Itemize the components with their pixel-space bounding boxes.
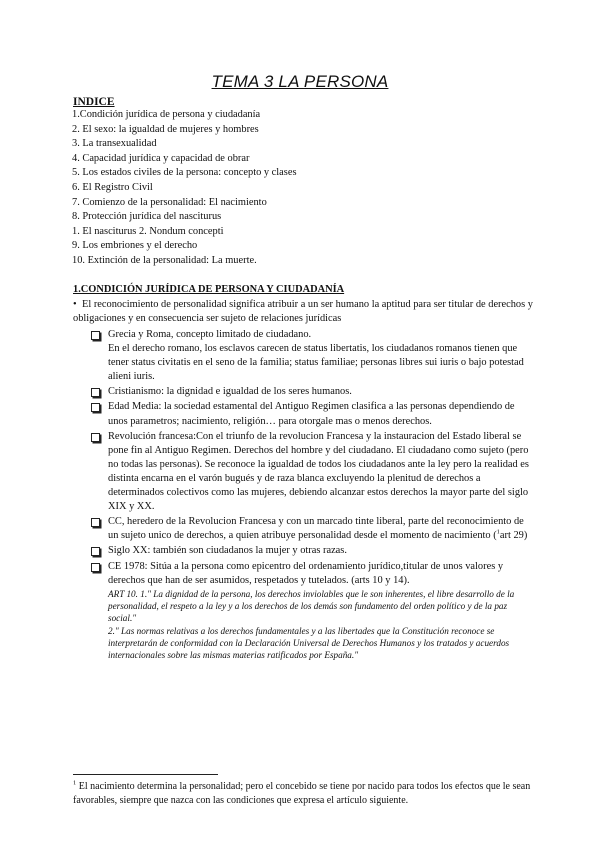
article-quote-2: 2." Las normas relativas a los derechos fundamentales y a las libertades que la Constitución reconoce se interpretarán de conformidad con la Declaración Universal de Derechos Humanos y los tratados y acuerdos internacionales sobre las mismas materias ratificados por España." [108, 625, 510, 661]
index-item: 7. Comienzo de la personalidad: El nacimiento [72, 196, 267, 208]
list-item [88, 400, 536, 428]
list-item [88, 544, 536, 558]
checkbox-bullet-icon [91, 518, 100, 527]
list-item-text: Edad Media: la sociedad estamental del Antiguo Regimen clasifica a las personas dependiendo de unos parametros; nacimiento, religión… para otorgale mas o menos derechos. [108, 401, 515, 427]
list-item-detail: En el derecho romano, los esclavos carecen de status libertatis, los ciudadanos romanos tienen que tener status civitatis en el seno de la familia; status familiae; personas libres sui iuris o bajo potestad alieni iuris. [108, 343, 524, 383]
index-item: 4. Capacidad jurídica y capacidad de obrar [72, 152, 250, 164]
checkbox-bullet-icon [91, 547, 100, 556]
list-item [88, 328, 536, 384]
list-item-text: CE 1978: Sitúa a la persona como epicentro del ordenamiento jurídico,titular de unos valores y derechos que han de ser asumidos, respetados y tutelados. (arts 10 y 14). [108, 560, 504, 586]
footnote-mark: 1 [73, 779, 77, 787]
checkbox-bullet-list [88, 328, 536, 662]
index-list [72, 108, 297, 269]
index-item: 1. El nasciturus 2. Nondum concepti [72, 225, 224, 237]
article-quote-1: ART 10. 1." La dignidad de la persona, los derechos inviolables que le son inherentes, el libre desarrollo de la personalidad, el respeto a la ley y a los derechos de los demás son fundamento del orden político y de la paz social." [108, 588, 515, 624]
index-heading: INDICE [73, 96, 115, 108]
list-item [88, 385, 536, 399]
document-title: TEMA 3 LA PERSONA [211, 72, 389, 91]
footnote-divider [73, 774, 218, 775]
list-item [88, 515, 536, 543]
list-item-tail: art 29) [499, 530, 528, 542]
index-item: 9. Los embriones y el derecho [72, 240, 198, 252]
footnote [73, 780, 533, 808]
list-item-text: Cristianismo: la dignidad e igualdad de los seres humanos. [108, 386, 352, 398]
list-item-text: Grecia y Roma, concepto limitado de ciudadano. [108, 329, 312, 340]
list-item [88, 430, 536, 515]
list-item-main: CC, heredero de la Revolucion Francesa y con un marcado tinte liberal, parte del reconocimiento de un sujeto unico de derechos, a quien atribuye personalidad desde el momento de nacimiento ( [108, 516, 524, 542]
checkbox-bullet-icon [91, 331, 100, 340]
intro-paragraph [73, 298, 533, 326]
index-item: 2. El sexo: la igualdad de mujeres y hombres [72, 123, 259, 135]
checkbox-bullet-icon [91, 403, 100, 412]
list-item-text [108, 515, 536, 543]
bullet-icon: • [73, 299, 77, 310]
checkbox-bullet-icon [91, 563, 100, 572]
index-item: 8. Protección jurídica del nasciturus [72, 211, 222, 223]
index-item: 10. Extinción de la personalidad: La muerte. [72, 254, 257, 266]
list-item [88, 560, 536, 662]
index-item: 1.Condición jurídica de persona y ciudadanía [72, 109, 261, 120]
list-item-text: Revolución francesa:Con el triunfo de la revolucion Francesa y la instauracion del Estado liberal se pone fin al Antiguo Regimen. Derechos del hombre y del ciudadano. El ciudadano como sujeto (pero no todas las personas). Se reconoce la igualdad de todos los ciudadanos ante la ley pero la realidad es distinta encarna en el varón bugués y de raza blanca excluyendo la plenitud de derechos a determinados colectivos como las mujeres, debiendo alcanzar estos derechos la mayor parte del siglo XIX y XX. [108, 430, 529, 513]
index-item: 5. Los estados civiles de la persona: concepto y clases [72, 167, 297, 179]
index-item: 3. La transexualidad [72, 138, 157, 150]
index-item: 6. El Registro Civil [72, 181, 153, 193]
list-item-text: Siglo XX: también son ciudadanos la mujer y otras razas. [108, 545, 347, 557]
checkbox-bullet-icon [91, 433, 100, 442]
intro-text: El reconocimiento de personalidad significa atribuir a un ser humano la aptitud para ser titular de derechos y obligaciones y en consecuencia ser sujeto de relaciones jurídicas [73, 299, 533, 324]
checkbox-bullet-icon [91, 388, 100, 397]
footnote-reference[interactable]: 1 [496, 528, 500, 536]
footnote-text: El nacimiento determina la personalidad; pero el concebido se tiene por nacido para todos los efectos que le sean favorables, siempre que nazca con las condiciones que expresa el artículo siguiente. [73, 781, 531, 806]
section-heading: 1.CONDICIÓN JURÍDICA DE PERSONA Y CIUDADANÍA [73, 284, 345, 295]
